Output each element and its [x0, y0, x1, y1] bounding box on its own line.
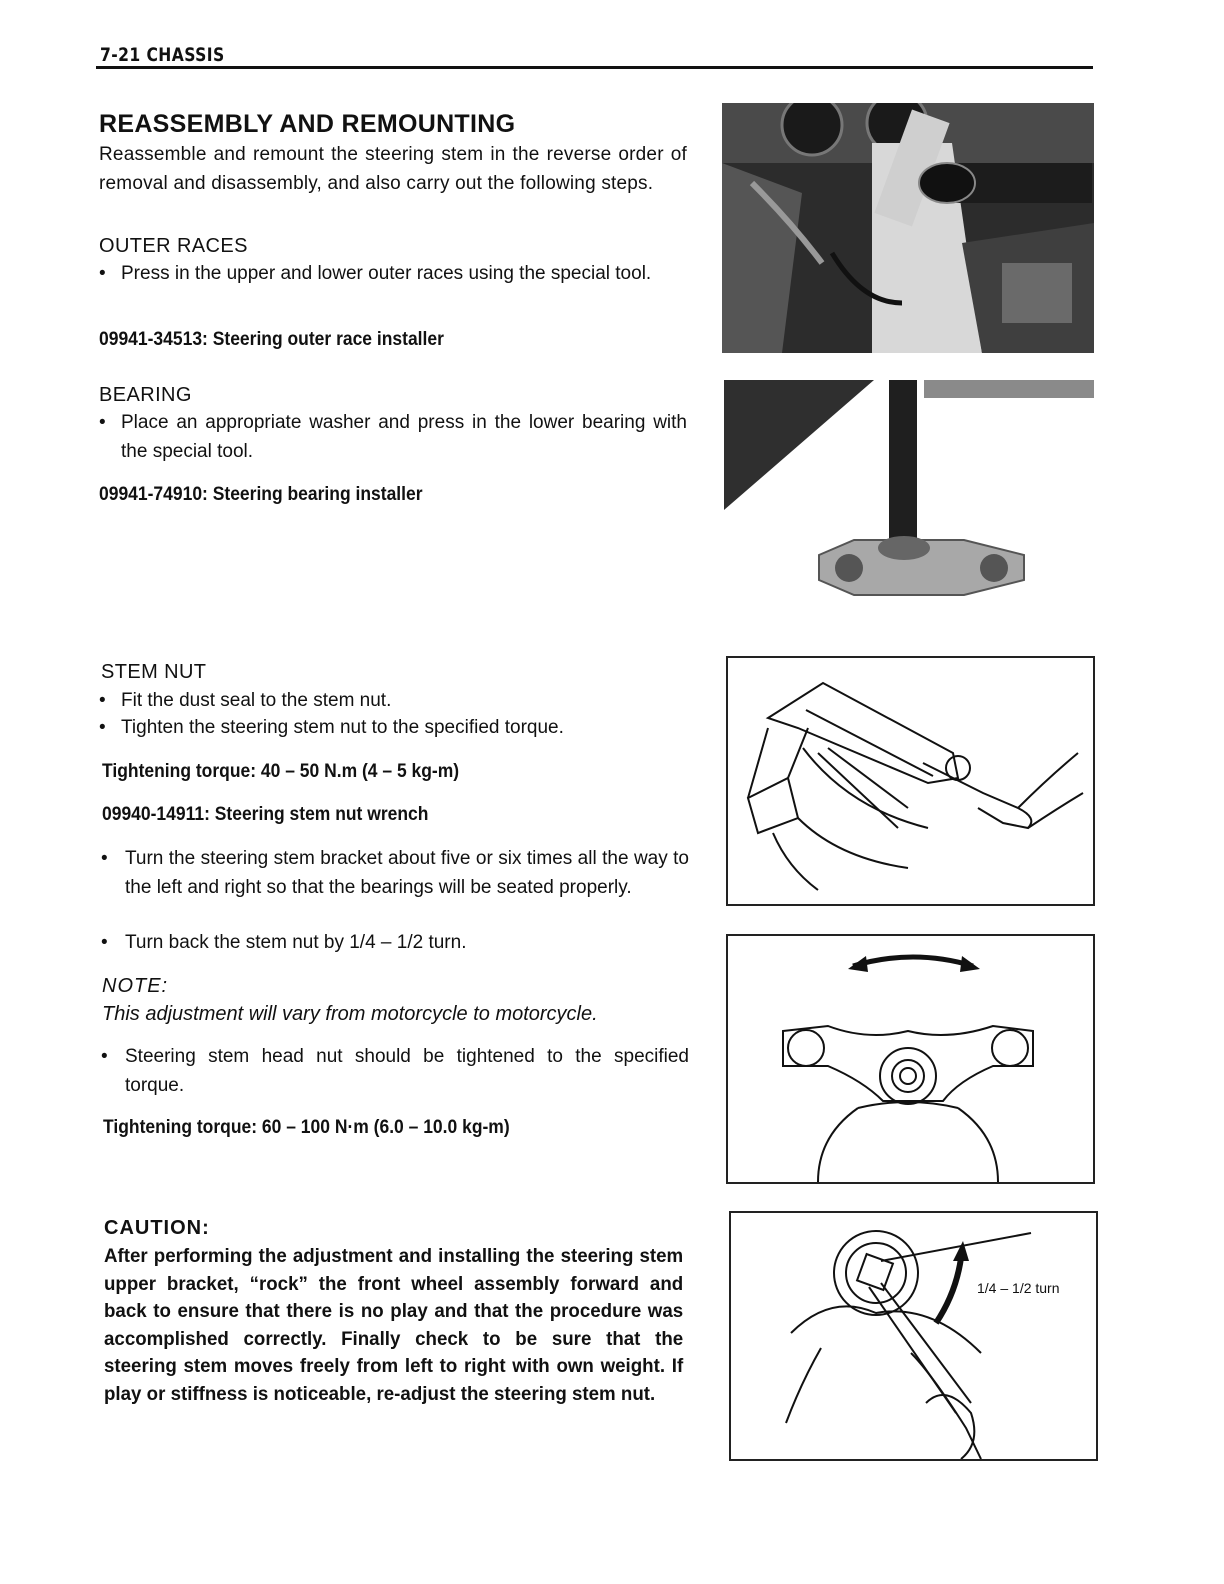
intro-paragraph: Reassemble and remount the steering stem in the reverse order of removal and disassembly, and also carry out the following steps. — [99, 144, 687, 194]
stem-nut-wrench-diagram — [726, 656, 1095, 906]
outer-races-tool: 09941-34513: Steering outer race installer — [99, 329, 444, 350]
page-header: 7-21 CHASSIS — [100, 44, 225, 66]
stem-nut-heading: STEM NUT — [101, 661, 207, 683]
torque-spec-1: Tightening torque: 40 – 50 N.m (4 – 5 kg-m) — [102, 761, 460, 782]
stem-nut-bullet-1-text: Fit the dust seal to the stem nut. — [121, 690, 392, 711]
bullet-marker: • — [101, 1046, 108, 1067]
bracket-rotation-diagram — [726, 934, 1095, 1184]
bullet-marker: • — [99, 412, 106, 433]
outer-races-bullet-text: Press in the upper and lower outer races using the special tool. — [121, 263, 652, 284]
bullet-marker: • — [99, 263, 106, 284]
stem-nut-bullet-3-text: Turn the steering stem bracket about five or six times all the way to the left and right so that the bearings will be seated properly. — [125, 848, 689, 898]
stem-nut-bullet-5 — [101, 1043, 691, 1103]
header-rule — [96, 66, 1093, 69]
bearing-heading: BEARING — [99, 384, 192, 406]
stem-nut-bullet-5-text: Steering stem head nut should be tightened to the specified torque. — [125, 1046, 689, 1096]
section-title: REASSEMBLY AND REMOUNTING — [99, 110, 516, 138]
caution-title: CAUTION: — [104, 1217, 210, 1239]
stem-nut-bullet-2-text: Tighten the steering stem nut to the specified torque. — [121, 717, 564, 738]
turn-label: 1/4 – 1/2 turn — [977, 1280, 1060, 1296]
stem-nut-bullet-4-text: Turn back the stem nut by 1/4 – 1/2 turn. — [125, 932, 467, 953]
bullet-marker: • — [101, 932, 108, 953]
stem-nut-bullet-2 — [99, 714, 689, 744]
stem-nut-bullet-3 — [101, 845, 691, 933]
bearing-bullet — [99, 409, 689, 469]
nut-turn-diagram — [729, 1211, 1098, 1461]
stem-nut-bullet-4 — [101, 929, 691, 959]
bullet-marker: • — [101, 848, 108, 869]
bearing-tool: 09941-74910: Steering bearing installer — [99, 484, 423, 505]
bullet-marker: • — [99, 717, 106, 738]
outer-races-bullet — [99, 260, 689, 320]
torque-spec-2: Tightening torque: 60 – 100 N·m (6.0 – 10.0 kg-m) — [103, 1117, 510, 1138]
stem-nut-bullet-1 — [99, 687, 689, 717]
bullet-marker: • — [99, 690, 106, 711]
note-title: NOTE: — [102, 975, 169, 997]
stem-nut-tool: 09940-14911: Steering stem nut wrench — [102, 804, 429, 825]
outer-races-heading: OUTER RACES — [99, 235, 248, 257]
note-text: This adjustment will vary from motorcycle to motorcycle. — [102, 1003, 598, 1025]
lower-bracket-photo — [724, 380, 1094, 620]
bearing-bullet-text: Place an appropriate washer and press in the lower bearing with the special tool. — [121, 412, 687, 462]
steering-head-photo — [722, 103, 1094, 353]
caution-text: After performing the adjustment and installing the steering stem upper bracket, “rock” the front wheel assembly forward and back to ensure that there is no play and that the procedure was accomplished correctly. Finally check to be sure that the steering stem moves freely from left to right with own weight. If play or stiffness is noticeable, re-adjust the steering stem nut. — [104, 1246, 684, 1405]
